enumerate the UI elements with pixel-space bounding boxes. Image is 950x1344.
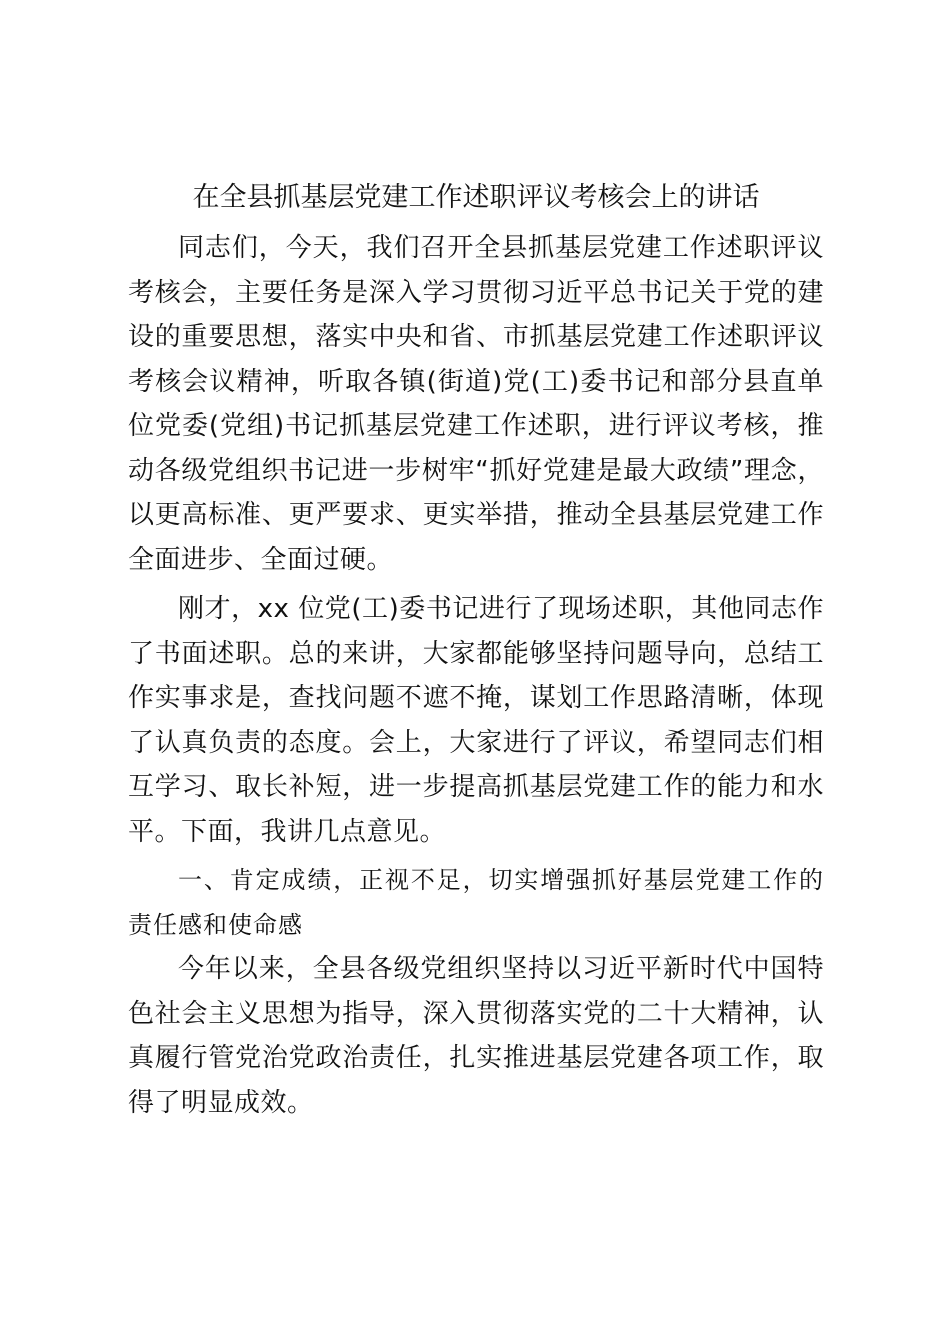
document-title: 在全县抓基层党建工作述职评议考核会上的讲话: [192, 182, 760, 213]
summary-paragraph: 刚才，xx 位党(工)委书记进行了现场述职，其他同志作了书面述职。总的来讲，大家都能够坚持问题导向，总结工作实事求是，查找问题不遮不掩，谋划工作思路清晰，体现了认真负责的态度。会上，大家进行了评议，希望同志们相互学习、取长补短，进一步提高抓基层党建工作的能力和水平。下面，我讲几点意见。: [128, 594, 824, 847]
intro-paragraph: 同志们，今天，我们召开全县抓基层党建工作述职评议考核会，主要任务是深入学习贯彻习近平总书记关于党的建设的重要思想，落实中央和省、市抓基层党建工作述职评议考核会议精神，听取各镇(街道)党(工)委书记和部分县直单位党委(党组)书记抓基层党建工作述职，进行评议考核，推动各级党组织书记进一步树牢“抓好党建是最大政绩”理念，以更高标准、更严要求、更实举措，推动全县基层党建工作全面进步、全面过硬。: [128, 233, 824, 575]
section-heading: 一、肯定成绩，正视不足，切实增强抓好基层党建工作的责任感和使命感: [128, 866, 824, 939]
document-body: [128, 170, 824, 1125]
section-paragraph: 今年以来，全县各级党组织坚持以习近平新时代中国特色社会主义思想为指导，深入贯彻落实党的二十大精神，认真履行管党治党政治责任，扎实推进基层党建各项工作，取得了明显成效。: [128, 954, 824, 1118]
